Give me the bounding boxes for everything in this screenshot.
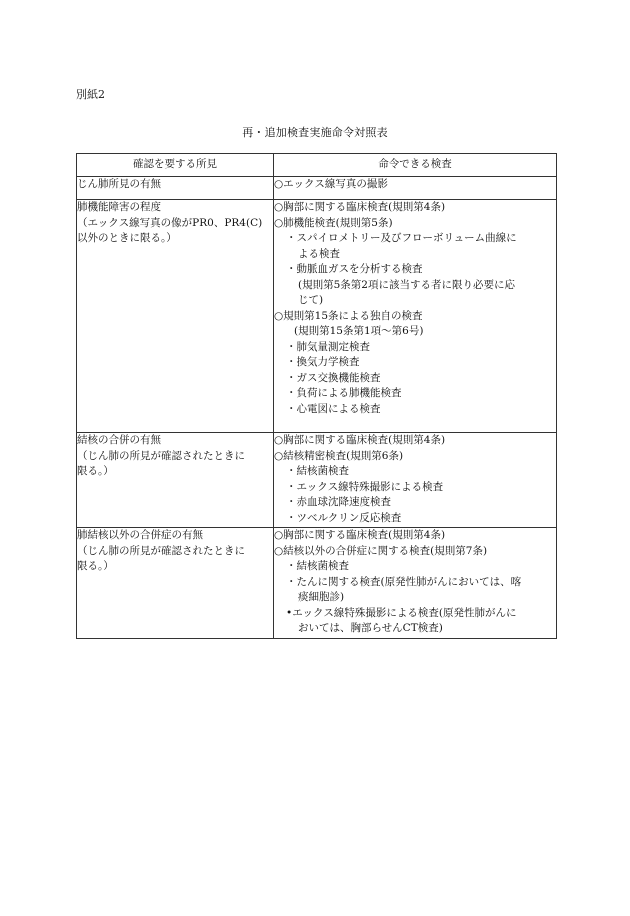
exam-line: 痰細胞診) bbox=[298, 591, 345, 603]
finding-line: （じん肺の所見が確認されたときに bbox=[77, 544, 245, 557]
document-title: 再・追加検査実施命令対照表 bbox=[242, 126, 388, 139]
exam-line: ・結核菌検査 bbox=[286, 465, 349, 477]
exam-cell bbox=[274, 433, 557, 528]
exam-line: ・ガス交換機能検査 bbox=[286, 371, 381, 384]
finding-line: 限る。） bbox=[77, 560, 114, 572]
exam-line: •エックス線特殊撮影による検査(原発性肺がんに bbox=[286, 606, 517, 619]
exam-line: ○結核以外の合併症に関する検査(規則第7条) bbox=[274, 544, 488, 557]
exam-line: おいては、胸部らせんCT検査) bbox=[298, 622, 443, 634]
exam-cell bbox=[274, 177, 557, 200]
exam-line: ・心電図による検査 bbox=[286, 402, 381, 415]
exam-line: ○規則第15条による独自の検査 bbox=[274, 309, 423, 322]
exam-line: ○胸部に関する臨床検査(規則第4条) bbox=[274, 201, 446, 213]
finding-cell bbox=[77, 200, 274, 433]
exam-line: ・赤血球沈降速度検査 bbox=[286, 496, 391, 508]
finding-cell bbox=[77, 177, 274, 200]
exam-line: ○胸部に関する臨床検査(規則第4条) bbox=[274, 434, 446, 446]
exam-line: ・たんに関する検査(原発性肺がんにおいては、喀 bbox=[286, 575, 522, 588]
table-row bbox=[77, 433, 557, 528]
exam-line: ○肺機能検査(規則第5条) bbox=[274, 216, 393, 229]
finding-line: 肺機能障害の程度 bbox=[77, 201, 161, 213]
exam-line: じて) bbox=[298, 294, 324, 306]
exam-line: ・ツベルクリン反応検査 bbox=[286, 511, 402, 524]
finding-cell bbox=[77, 433, 274, 528]
table-row bbox=[77, 200, 557, 433]
finding-line: 肺結核以外の合併症の有無 bbox=[77, 529, 203, 541]
exam-line: ○エックス線写真の撮影 bbox=[274, 178, 388, 190]
exam-line: ・スパイロメトリー及びフローボリューム曲線に bbox=[286, 232, 517, 244]
exam-line: ・換気力学検査 bbox=[286, 356, 360, 368]
finding-line: じん肺所見の有無 bbox=[77, 178, 161, 190]
finding-line: 以外のときに限る。） bbox=[77, 232, 177, 244]
header-findings: 確認を要する所見 bbox=[77, 154, 274, 177]
finding-line: （エックス線写真の像がPR0、PR4(C) bbox=[77, 216, 263, 229]
table-row bbox=[77, 177, 557, 200]
exam-line: ○胸部に関する臨床検査(規則第4条) bbox=[274, 529, 446, 541]
exam-line: ・結核菌検査 bbox=[286, 560, 349, 572]
exam-line: (規則第5条第2項に該当する者に限り必要に応 bbox=[298, 278, 515, 291]
exam-cell bbox=[274, 528, 557, 639]
finding-line: （じん肺の所見が確認されたときに bbox=[77, 449, 245, 462]
exam-cell bbox=[274, 200, 557, 433]
exam-line: (規則第15条第1項～第6号) bbox=[294, 325, 424, 337]
finding-line: 結核の合併の有無 bbox=[77, 434, 161, 446]
table-row bbox=[77, 528, 557, 639]
finding-cell bbox=[77, 528, 274, 639]
exam-line: よる検査 bbox=[298, 247, 340, 260]
exam-line: ・負荷による肺機能検査 bbox=[286, 387, 402, 399]
header-exams: 命令できる検査 bbox=[274, 154, 557, 177]
comparison-table bbox=[76, 153, 557, 639]
exam-line: ・エックス線特殊撮影による検査 bbox=[286, 480, 444, 493]
exam-line: ・肺気量測定検査 bbox=[286, 340, 370, 353]
exam-line: ○結核精密検査(規則第6条) bbox=[274, 449, 404, 462]
exam-line: ・動脈血ガスを分析する検査 bbox=[286, 263, 423, 275]
table-header-row bbox=[77, 154, 557, 177]
finding-line: 限る。） bbox=[77, 465, 114, 477]
attachment-label: 別紙2 bbox=[76, 88, 105, 101]
